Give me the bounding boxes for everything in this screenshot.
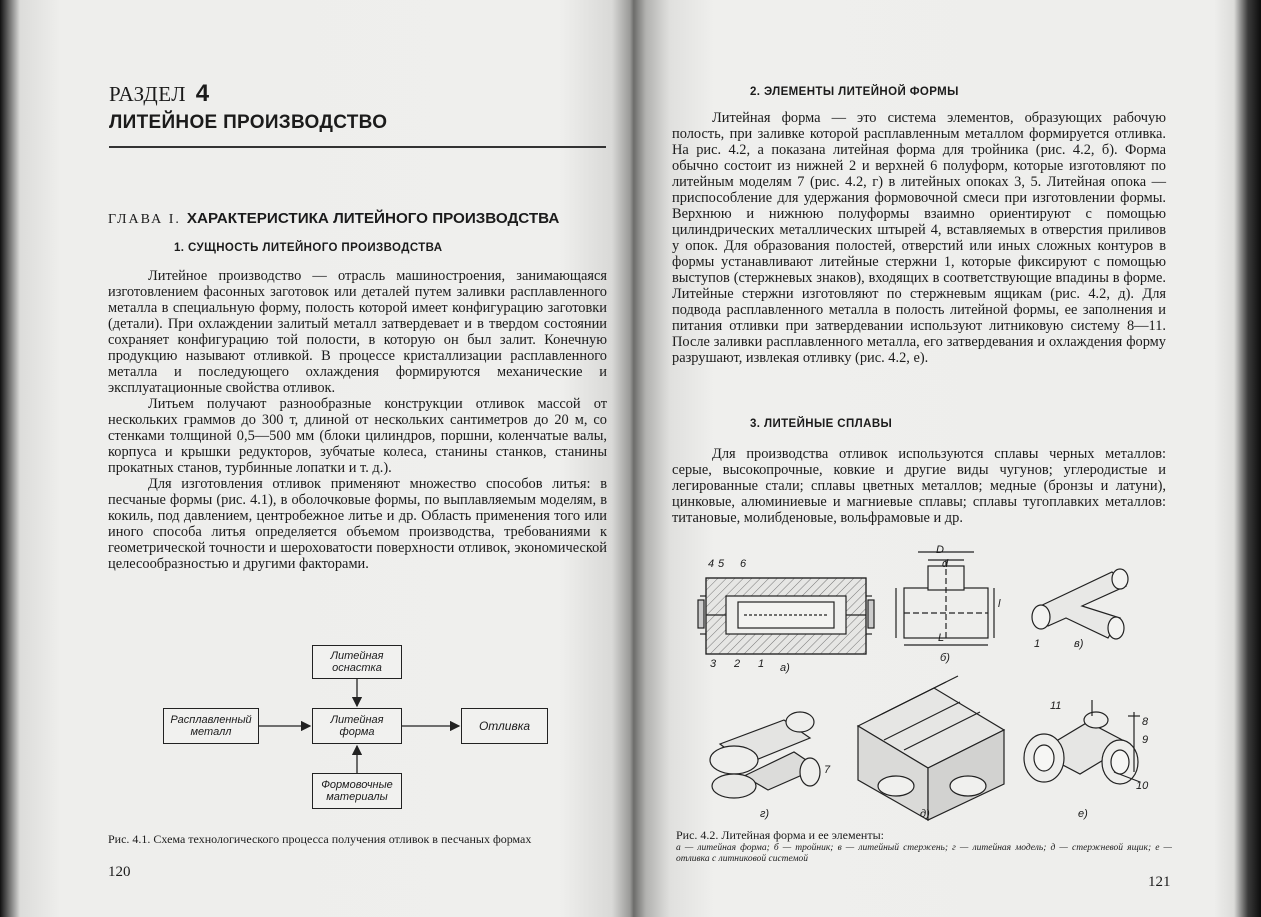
page-number-right: 121 bbox=[1148, 874, 1171, 890]
section-label: РАЗДЕЛ bbox=[109, 82, 186, 106]
figure-caption-4-1: Рис. 4.1. Схема технологического процесса получения отливок в песчаных формах bbox=[108, 832, 532, 846]
label-11: 11 bbox=[1050, 700, 1062, 712]
label-8: 8 bbox=[1142, 716, 1149, 728]
label-g: г) bbox=[760, 808, 770, 820]
label-5: 5 bbox=[718, 558, 725, 570]
paragraph: Литьем получают разнообразные конструкции отливок массой от нескольких граммов до 300 т, длиной от нескольких сантиметров до 20 м, со стенками толщиной 0,5—500 мм (блоки цилиндров, поршни, коленчатые валы, корпуса и крышки редукторов, зубчатые колеса, станины станков, станины прокатных станов, турбинные лопатки и т. д.). bbox=[108, 396, 607, 476]
label-4: 4 bbox=[708, 558, 715, 570]
paragraph: Литейное производство — отрасль машиностроения, занимающаяся изготовлением фасонных заготовок или деталей путем заливки расплавленного металла в специальную форму, полость которой имеет конфигурацию заготовки (детали). При охлаждении залитый металл затвердевает и в твердом состоянии сохраняет конфигурацию той полости, в которую он был залит. Конечную продукцию называют отливкой. В процессе кристаллизации расплавленного металла и последующего охлаждения формируются механические и эксплуатационные свойства отливок. bbox=[108, 268, 607, 396]
label-dim-L: L bbox=[938, 632, 945, 644]
label-v: в) bbox=[1074, 638, 1084, 650]
right-page bbox=[634, 0, 1261, 917]
box-molding-materials: Формовочные материалы bbox=[312, 773, 402, 809]
label-9: 9 bbox=[1142, 734, 1149, 746]
label-3: 3 bbox=[710, 658, 717, 670]
chapter-prefix: ГЛАВА I. bbox=[108, 212, 181, 227]
heading-elements: 2. ЭЛЕМЕНТЫ ЛИТЕЙНОЙ ФОРМЫ bbox=[750, 86, 959, 98]
label-core-1: 1 bbox=[1034, 638, 1041, 650]
box-molten-metal: Расплавленный металл bbox=[163, 708, 259, 744]
heading-alloys: 3. ЛИТЕЙНЫЕ СПЛАВЫ bbox=[750, 418, 893, 430]
figure-caption-4-2: Рис. 4.2. Литейная форма и ее элементы: bbox=[676, 828, 884, 842]
paragraph: Для производства отливок используются сплавы черных металлов: серые, высокопрочные, ковкие и другие виды чугунов; углеродистые и легированные стали; сплавы цветных металлов; медные (бронзы и латуни), цинковые, алюминиевые и магниевые сплавы; сплавы тугоплавких металлов: титановые, молибденовые, вольфрамовые и др. bbox=[672, 446, 1166, 526]
label-10: 10 bbox=[1136, 780, 1149, 792]
core-box-drawing bbox=[858, 676, 1004, 820]
label-dim-l: l bbox=[998, 598, 1001, 610]
box-tooling: Литейная оснастка bbox=[312, 645, 402, 679]
label-dim-d: d bbox=[942, 558, 949, 570]
section-number: 4 bbox=[195, 80, 210, 107]
page-number-left: 120 bbox=[108, 864, 131, 880]
label-7: 7 bbox=[824, 764, 831, 776]
figure-4-2-drawings bbox=[634, 0, 1261, 917]
label-e: е) bbox=[1078, 808, 1088, 820]
box-mold: Литейная форма bbox=[312, 708, 402, 744]
chapter-title: ХАРАКТЕРИСТИКА ЛИТЕЙНОГО ПРОИЗВОДСТВА bbox=[186, 210, 560, 227]
paragraph: Литейная форма — это система элементов, образующих рабочую полость, при заливке которой расплавленным металлом формируется отливка. На рис. 4.2, а показана литейная форма для тройника (рис. 4.2, б). Форма обычно состоит из нижней 2 и верхней 6 полуформ, которые изготовляют по литейным моделям 7 (рис. 4.2, г) в литейных опоках 3, 5. Литейная опока — приспособление для удержания формовочной смеси при изготовлении формы. Верхнюю и нижнюю полуформы взаимно ориентируют с помощью цилиндрических металлических штырей 4, вставляемых в отверстия приливов у опок. Для образования полостей, отверстий или иных сложных контуров в формы устанавливают литейные стержни 1, которые фиксируют с помощью выступов (стержневых знаков), входящих в соответствующие впадины в форме. Литейные стержни изготовляют по стержневым ящикам (рис. 4.2, д). Для подвода расплавленного металла в полость литейной формы, ее заполнения и питания отливки при затвердевании используют литниковую систему 8—11. После заливки расплавленного металла, его затвердевания и охлаждения форму разрушают, извлекая отливку (рис. 4.2, е). bbox=[672, 110, 1166, 366]
label-b: б) bbox=[940, 652, 950, 664]
subsection-title: 1. СУЩНОСТЬ ЛИТЕЙНОГО ПРОИЗВОДСТВА bbox=[174, 242, 443, 254]
box-casting: Отливка bbox=[461, 708, 548, 744]
pattern-drawing bbox=[710, 712, 820, 798]
label-dim-D: D bbox=[936, 544, 944, 556]
casting-gating-drawing bbox=[1024, 700, 1140, 784]
paragraph: Для изготовления отливок применяют множество способов литья: в песчаные формы (рис. 4.1), в оболочковые формы, по выплавляемым моделям, в кокиль, под давлением, центробежное литье и др. Область применения того или иного способа литья определяется объемом производства, требованиями к геометрической точности и шероховатости поверхности отливок, экономической целесообразностью и другими факторами. bbox=[108, 476, 607, 572]
figure-legend-4-2: а — литейная форма; б — тройник; в — литейный стержень; г — литейная модель; д — стержневой ящик; е — отливка с литниковой системой bbox=[676, 843, 1172, 864]
core-drawing bbox=[1032, 569, 1128, 639]
label-d: д) bbox=[920, 808, 930, 820]
label-6: 6 bbox=[740, 558, 747, 570]
section-title: ЛИТЕЙНОЕ ПРОИЗВОДСТВО bbox=[109, 112, 388, 133]
label-2: 2 bbox=[734, 658, 741, 670]
label-1: 1 bbox=[758, 658, 765, 670]
mold-drawing bbox=[698, 578, 874, 654]
label-a: а) bbox=[780, 662, 790, 674]
